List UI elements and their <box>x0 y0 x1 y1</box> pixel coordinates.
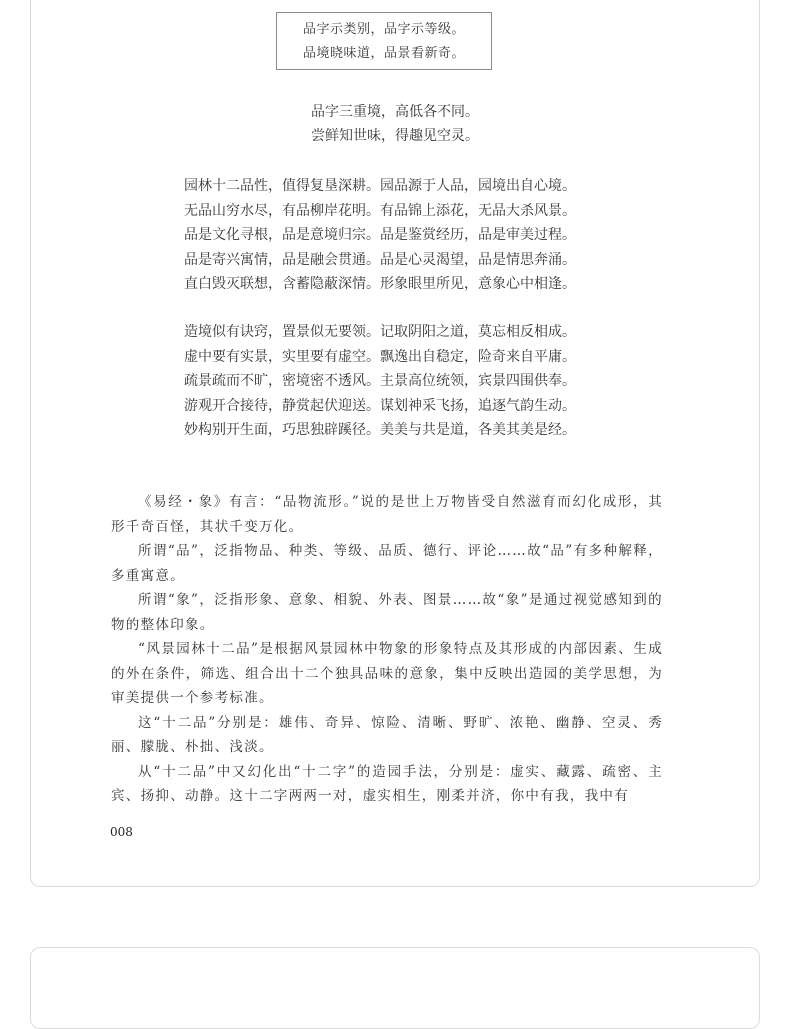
stanza-two <box>184 320 604 443</box>
stanza-line: 疏景疏而不旷，密境密不透风。主景高位统领，宾景四围供奉。 <box>184 373 576 389</box>
prose-paragraph: 所谓“象”，泛指形象、意象、相貌、外表、图景……故“象”是通过视觉感知到的物的整体印象。 <box>111 592 663 633</box>
stanza-line: 妙构别开生面，巧思独辟蹊径。美美与共是道，各美其美是经。 <box>184 422 576 438</box>
stanza-line: 品是文化寻根，品是意境归宗。品是鉴赏经历，品是审美过程。 <box>184 227 576 243</box>
stanza-line: 园林十二品性，值得复垦深耕。园品源于人品，园境出自心境。 <box>184 178 576 194</box>
prose-body <box>111 490 663 809</box>
prose-paragraph: “风景园林十二品”是根据风景园林中物象的形象特点及其形成的内部因素、生成的外在条件，筛选、组合出十二个独具品味的意象，集中反映出造园的美学思想，为审美提供一个参考标准。 <box>111 641 663 706</box>
stanza-line: 虚中要有实景，实里要有虚空。飘逸出自稳定，险奇来自平庸。 <box>184 348 576 365</box>
centered-verse-line: 尝鲜知世味，得趣见空灵。 <box>311 128 479 144</box>
page-number: 008 <box>110 825 133 839</box>
boxed-verse <box>276 12 492 70</box>
stanza-one <box>184 174 604 297</box>
prose-paragraph: 从“十二品”中又幻化出“十二字”的造园手法，分别是：虚实、藏露、疏密、主宾、扬抑、动静。这十二字两两一对，虚实相生，刚柔并济，你中有我，我中有 <box>111 763 663 804</box>
stanza-line: 直白毁灭联想，含蓄隐蔽深情。形象眼里所见，意象心中相逢。 <box>184 276 576 292</box>
centered-verse-line: 品字三重境，高低各不同。 <box>311 104 479 120</box>
prose-paragraph: 这“十二品”分别是：雄伟、奇异、惊险、清晰、野旷、浓艳、幽静、空灵、秀丽、朦胧、朴拙、浅淡。 <box>111 714 663 755</box>
prose-paragraph: 所谓“品”，泛指物品、种类、等级、品质、德行、评论……故“品”有多种解释，多重寓意。 <box>111 543 663 584</box>
boxed-verse-line: 品字示类别，品字示等级。 <box>302 22 465 37</box>
stanza-line: 造境似有诀窍，置景似无要领。记取阴阳之道，莫忘相反相成。 <box>184 324 576 340</box>
stanza-line: 无品山穷水尽，有品柳岸花明。有品锦上添花，无品大杀风景。 <box>184 202 576 219</box>
next-page-card <box>30 947 760 1029</box>
stanza-line: 品是寄兴寓情，品是融会贯通。品是心灵渴望，品是情思奔涌。 <box>184 251 576 268</box>
prose-paragraph: 《易经・象》有言：“品物流形。”说的是世上万物皆受自然滋育而幻化成形，其形千奇百怪，其状千变万化。 <box>111 494 663 535</box>
boxed-verse-line: 品境晓味道，品景看新奇。 <box>302 46 465 61</box>
stanza-line: 游观开合接待，静赏起伏迎送。谋划神采飞扬，追逐气韵生动。 <box>184 397 576 414</box>
centered-verse <box>0 100 790 148</box>
